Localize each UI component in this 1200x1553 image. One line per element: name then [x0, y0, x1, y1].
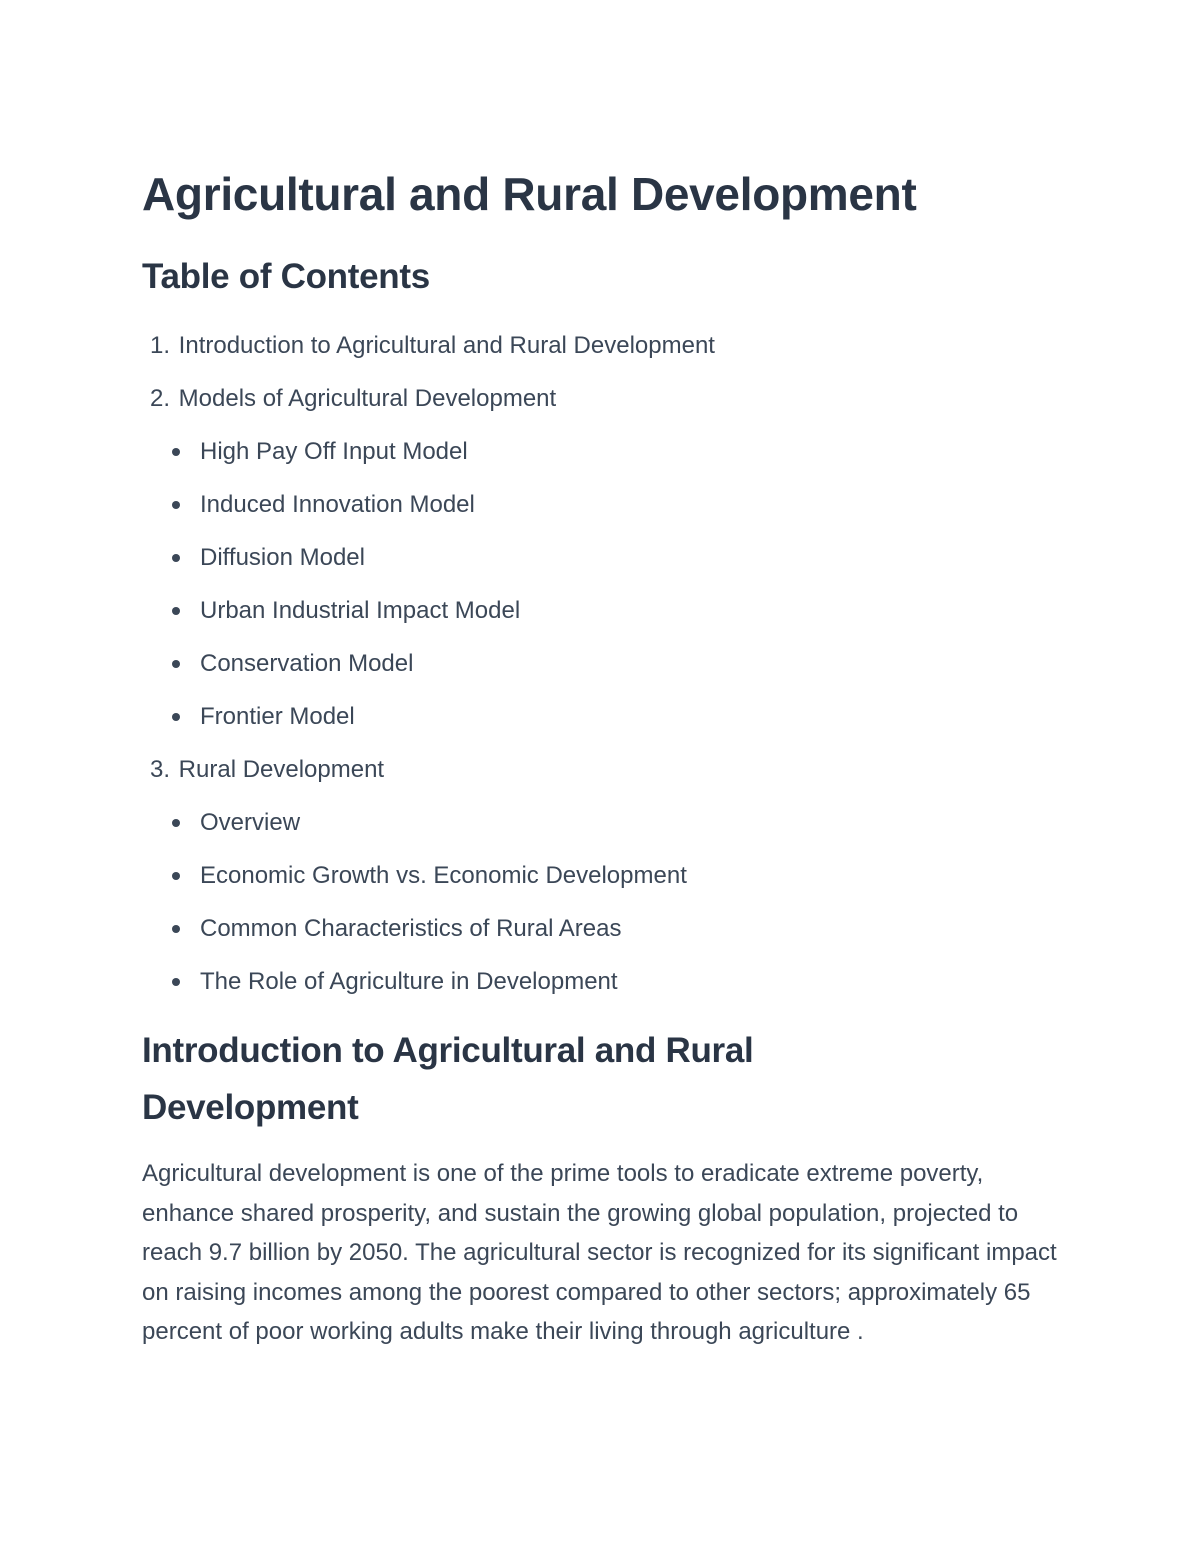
toc-item-rural-development[interactable] [142, 748, 1082, 801]
toc-item-number: 2. [149, 385, 170, 412]
toc-subitem-label: Frontier Model [200, 703, 355, 730]
table-of-contents [142, 324, 1082, 1013]
toc-item-label: Models of Agricultural Development [178, 385, 557, 412]
toc-subitem-conservation[interactable] [142, 642, 1082, 695]
toc-item-models[interactable] [142, 377, 1082, 430]
toc-subitem-high-pay-off[interactable] [142, 430, 1082, 483]
toc-subitem-rural-characteristics[interactable] [142, 907, 1082, 960]
toc-subitem-role-of-agriculture[interactable] [142, 960, 1082, 1013]
toc-subitem-label: Common Characteristics of Rural Areas [200, 915, 622, 942]
toc-item-number: 3. [149, 756, 170, 783]
bullet-icon [172, 501, 180, 509]
section-heading-introduction: Introduction to Agricultural and Rural Development [142, 1031, 754, 1127]
toc-heading: Table of Contents [142, 257, 430, 296]
bullet-icon [172, 978, 180, 986]
toc-subitem-label: Economic Growth vs. Economic Development [200, 862, 687, 889]
section-body-paragraph: Agricultural development is one of the prime tools to eradicate extreme poverty, enhance shared prosperity, and sustain the growing global population, projected to reach 9.7 billion by 2050. The agricultural sector is recognized for its significant impact on raising incomes among the poorest compared to other sectors; approximately 65 percent of poor working adults make their living through agriculture . [142, 1160, 1057, 1346]
toc-item-number: 1. [149, 332, 170, 359]
bullet-icon [172, 660, 180, 668]
toc-subitem-label: High Pay Off Input Model [200, 438, 468, 465]
toc-subitem-urban-industrial[interactable] [142, 589, 1082, 642]
toc-subitem-label: Diffusion Model [200, 544, 365, 571]
toc-item-label: Rural Development [178, 756, 385, 783]
toc-subitem-overview[interactable] [142, 801, 1082, 854]
document-title: Agricultural and Rural Development [142, 168, 917, 220]
bullet-icon [172, 872, 180, 880]
toc-item-label: Introduction to Agricultural and Rural Development [178, 332, 715, 359]
bullet-icon [172, 819, 180, 827]
toc-subitem-growth-vs-development[interactable] [142, 854, 1082, 907]
toc-subitem-frontier[interactable] [142, 695, 1082, 748]
toc-subitem-induced-innovation[interactable] [142, 483, 1082, 536]
bullet-icon [172, 713, 180, 721]
bullet-icon [172, 448, 180, 456]
bullet-icon [172, 554, 180, 562]
toc-subitem-label: Urban Industrial Impact Model [200, 597, 521, 624]
bullet-icon [172, 925, 180, 933]
toc-subitem-label: Induced Innovation Model [200, 491, 475, 518]
toc-subitem-label: Conservation Model [200, 650, 414, 677]
bullet-icon [172, 607, 180, 615]
toc-subitem-label: Overview [200, 809, 301, 836]
toc-item-introduction[interactable] [142, 324, 1082, 377]
toc-subitem-label: The Role of Agriculture in Development [200, 968, 618, 995]
toc-subitem-diffusion[interactable] [142, 536, 1082, 589]
